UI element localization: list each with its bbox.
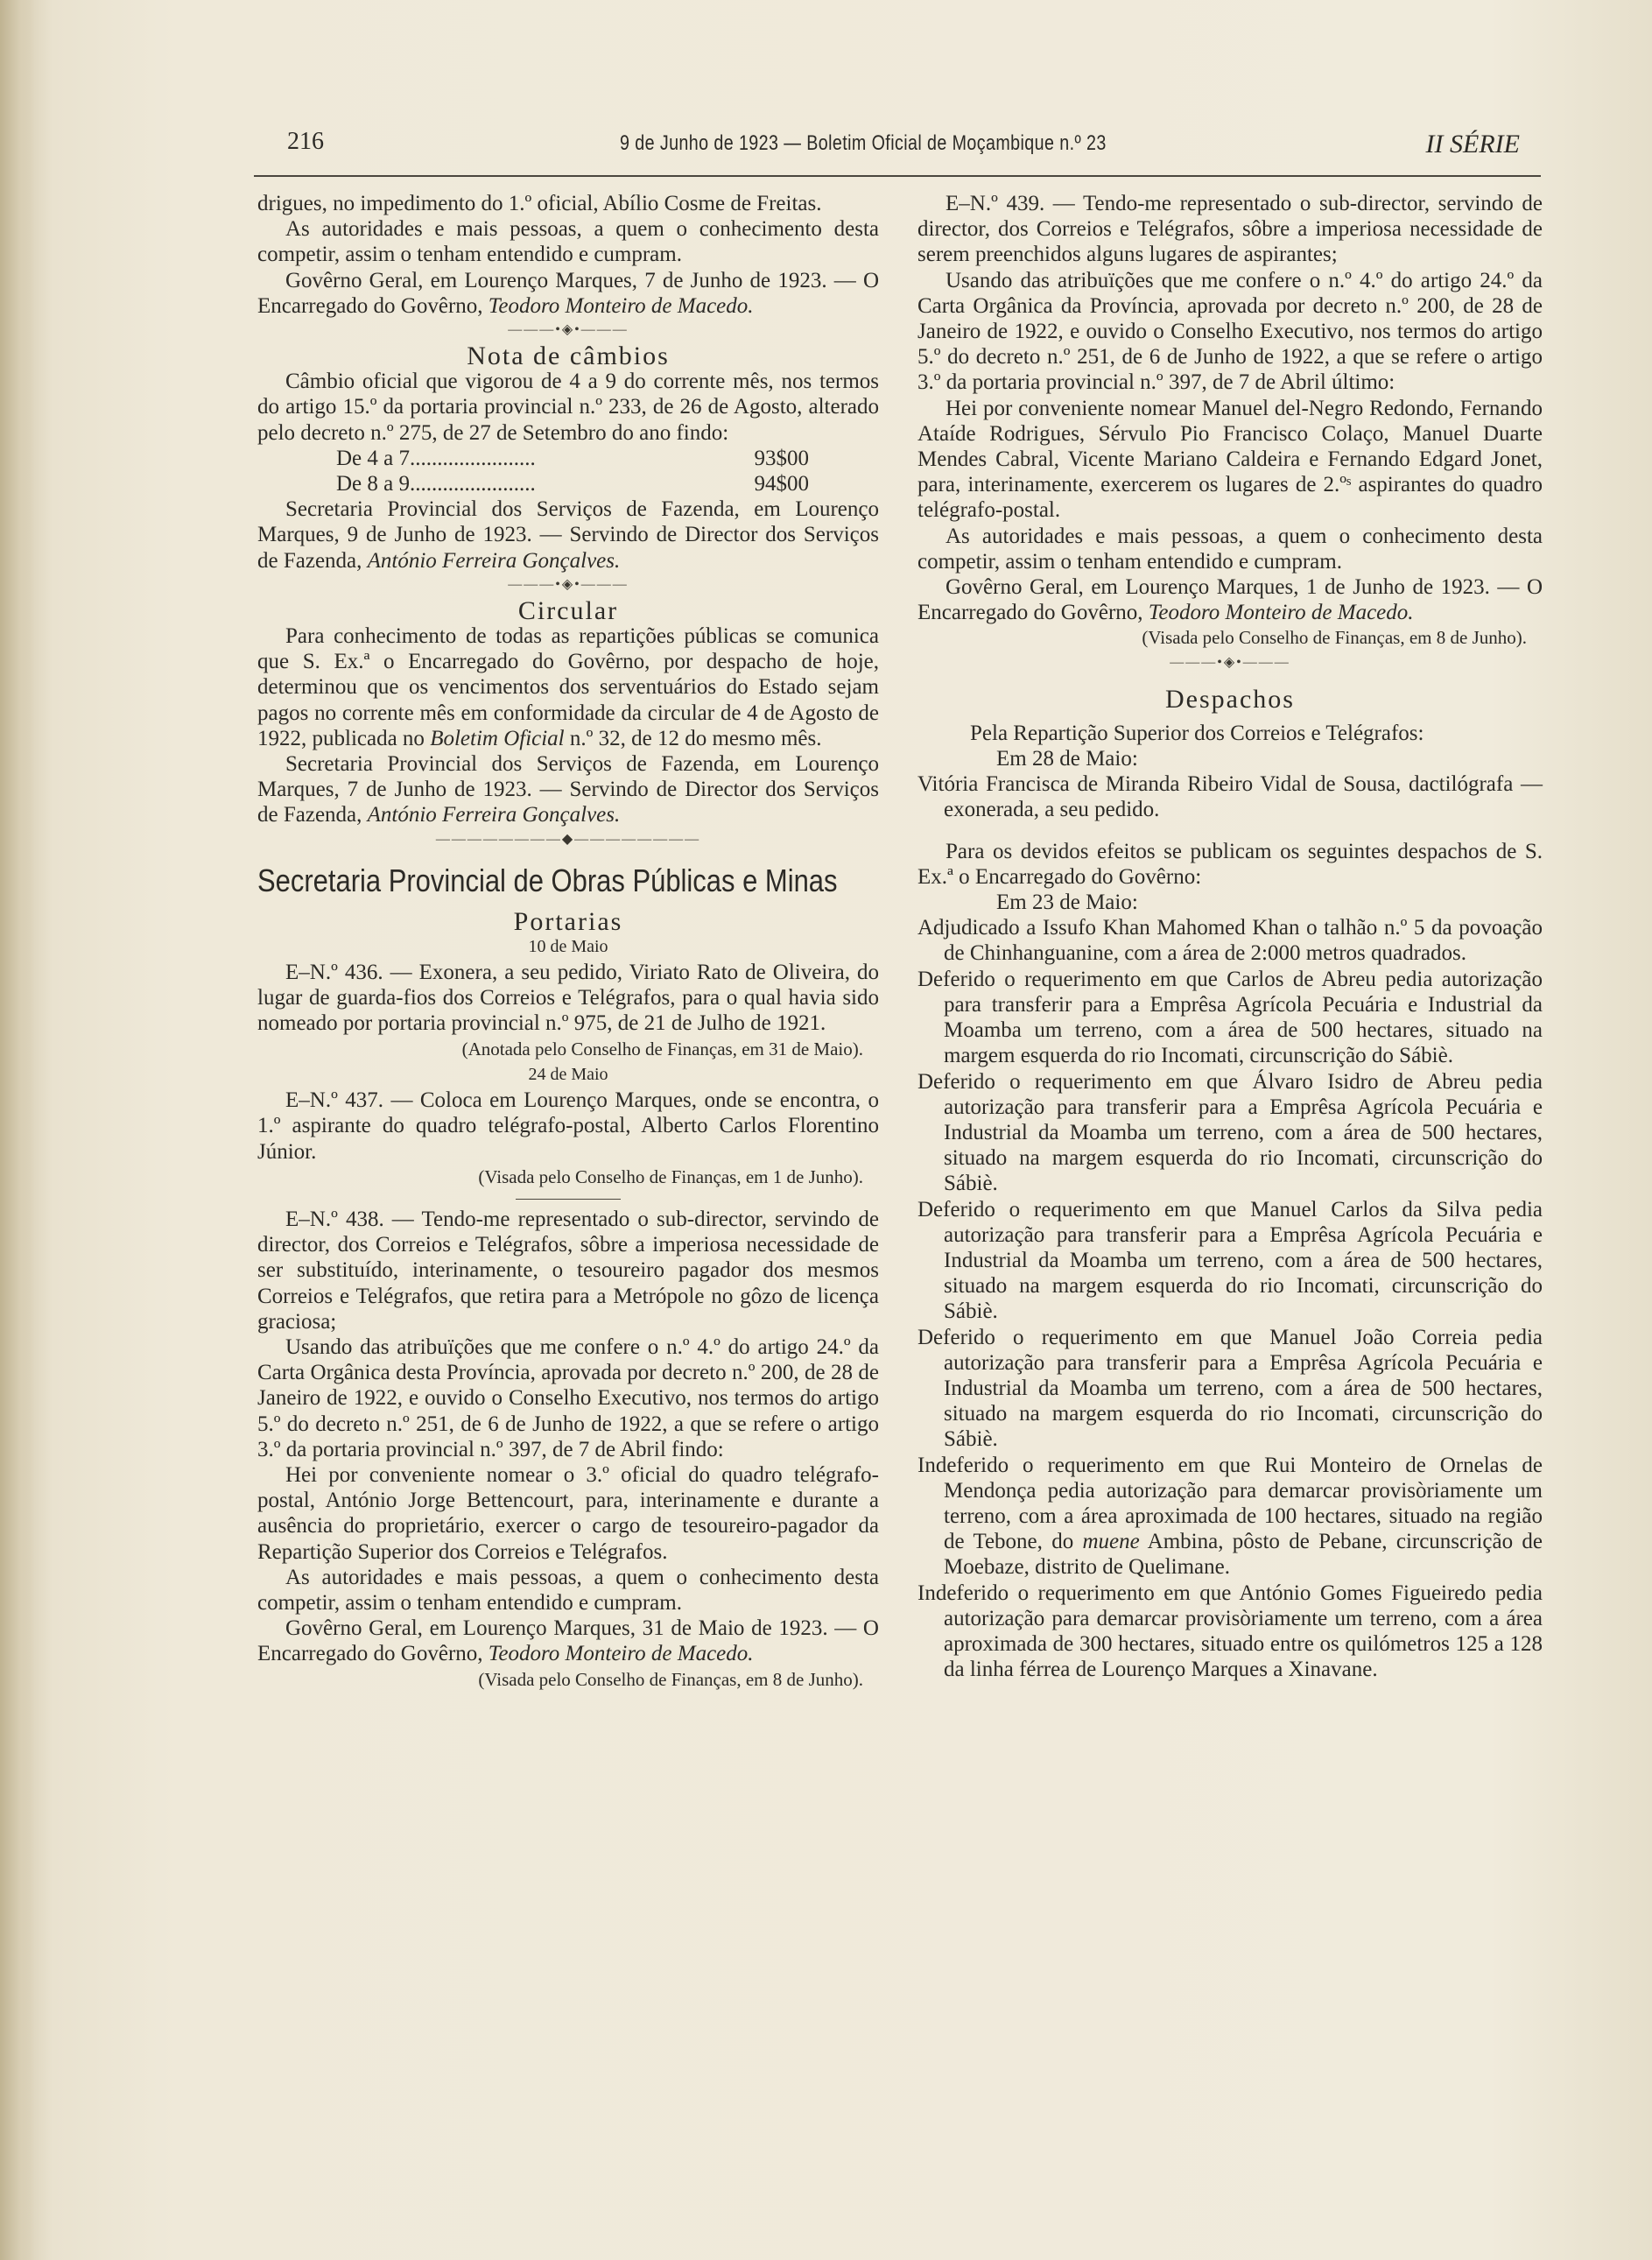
visa-note: (Visada pelo Conselho de Finanças, em 1 de Junho).	[478, 1165, 863, 1187]
list-item: Deferido o requerimento em que Álvaro Isidro de Abreu pedia autorização para transferir para a Emprêsa Agrícola Pecuária e Industrial da Moamba um terreno, com a área de 500 hectares, situado na margem esquerda do rio Incomati, circunscrição do Sábiè.	[917, 1069, 1543, 1196]
date-heading: 10 de Maio	[528, 936, 608, 956]
date-heading: Em 23 de Maio:	[996, 891, 1138, 915]
page-edge	[0, 0, 35, 2260]
signature-paragraph: Secretaria Provincial dos Serviços de Fazenda, em Lourenço Marques, 9 de Junho de 1923. — Servindo de Director dos Serviços de Fazenda, António Ferreira Gonçalves.	[257, 497, 879, 573]
list-item: Deferido o requerimento em que Manuel Carlos da Silva pedia autorização para transferir para a Emprêsa Agrícola Pecuária e Industrial da Moamba um terreno, com a área de 500 hectares, situado na margem esquerda do rio Incomati, circunscrição do Sábiè.	[917, 1197, 1543, 1324]
paragraph: As autoridades e mais pessoas, a quem o conhecimento desta competir, assim o tenham entendido e cumpram.	[257, 1565, 879, 1615]
list-item: Vitória Francisca de Miranda Ribeiro Vidal de Sousa, dactilógrafa — exonerada, a seu pedido.	[917, 772, 1543, 822]
exchange-value: 94$00	[754, 472, 809, 496]
paragraph: As autoridades e mais pessoas, a quem o conhecimento desta competir, assim o tenham entendido e cumpram.	[257, 217, 879, 267]
signature-paragraph: Secretaria Provincial dos Serviços de Fazenda, em Lourenço Marques, 7 de Junho de 1923. — Servindo de Director dos Serviços de Fazenda, António Ferreira Gonçalves.	[257, 752, 879, 827]
signature-name: Teodoro Monteiro de Macedo.	[1148, 601, 1414, 625]
paragraph: drigues, no impedimento do 1.º oficial, Abílio Cosme de Freitas.	[257, 192, 822, 215]
exchange-label: De 4 a 7.......................	[336, 446, 536, 470]
date-heading: Em 28 de Maio:	[996, 747, 1138, 771]
ornament-divider: ———•◈•———	[508, 576, 629, 592]
exchange-row	[257, 446, 879, 471]
visa-note: (Visada pelo Conselho de Finanças, em 8 de Junho).	[478, 1668, 863, 1690]
paragraph: E–N.º 436. — Exonera, a seu pedido, Viriato Rato de Oliveira, do lugar de guarda-fios dos Correios e Telégrafos, para o qual havia sido nomeado por portaria provincial n.º 975, de 21 de Julho de 1921.	[257, 961, 879, 1036]
paragraph: Hei por conveniente nomear Manuel del-Negro Redondo, Fernando Ataíde Rodrigues, Sérvulo Pio Francisco Colaço, Manuel Duarte Mendes Cabral, Vicente Mariano Caldeira e Fernando Edgard Jonet, para, interinamente, exercerem os lugares de 2.ºˢ aspirantes do quadro telégrafo-postal.	[917, 396, 1543, 523]
ornament-divider: ———•◈•———	[508, 322, 629, 338]
exchange-row	[257, 471, 879, 496]
signature-name: António Ferreira Gonçalves.	[367, 548, 621, 573]
paragraph: E–N.º 438. — Tendo-me representado o sub-director, servindo de director, dos Correios e Telégrafos, sôbre a imperiosa necessidade de ser substituído, interinamente, o tesoureiro pagador dos mesmos Correios e Telégrafos, que retira para a Metrópole no gôzo de licença graciosa;	[257, 1207, 879, 1334]
page-header	[287, 124, 1530, 165]
divider	[516, 1199, 621, 1200]
list-item: Deferido o requerimento em que Manuel João Correia pedia autorização para transferir para a Emprêsa Agrícola Pecuária e Industrial da Moamba um terreno, com a área de 500 hectares, situado na margem esquerda do rio Incomati, circunscrição do Sábiè.	[917, 1325, 1543, 1452]
page-number: 216	[287, 128, 324, 155]
big-section-title: Secretaria Provincial de Obras Públicas e Minas	[257, 862, 838, 898]
ornament-divider: ———•◈•———	[1170, 654, 1290, 670]
paragraph: Para os devidos efeitos se publicam os seguintes despachos de S. Ex.ª o Encarregado do Govêrno:	[917, 839, 1543, 889]
signature-paragraph: Govêrno Geral, em Lourenço Marques, 31 de Maio de 1923. — O Encarregado do Govêrno, Teodoro Monteiro de Macedo.	[257, 1616, 879, 1666]
paragraph: Pela Repartição Superior dos Correios e Telégrafos:	[970, 721, 1424, 745]
header-series: II SÉRIE	[1425, 130, 1520, 158]
header-rule	[254, 175, 1541, 177]
date-heading: 24 de Maio	[528, 1064, 608, 1084]
paragraph: Para conhecimento de todas as repartições públicas se comunica que S. Ex.ª o Encarregado do Govêrno, por despacho de hoje, determinou que os vencimentos dos serventuários do Estado sejam pagos no corrente mês em conformidade da circular de 4 de Agosto de 1922, publicada no Boletim Oficial n.º 32, de 12 do mesmo mês.	[257, 624, 879, 750]
list-item: Adjudicado a Issufo Khan Mahomed Khan o talhão n.º 5 da povoação de Chinhanguanine, com a área de 2:000 metros quadrados.	[917, 916, 1543, 966]
signature-paragraph: Govêrno Geral, em Lourenço Marques, 1 de Junho de 1923. — O Encarregado do Govêrno, Teodoro Monteiro de Macedo.	[917, 575, 1543, 625]
paragraph: Hei por conveniente nomear o 3.º oficial do quadro telégrafo-postal, António Jorge Bettencourt, para, interinamente e durante a ausência do proprietário, exercer o cargo de tesoureiro-pagador da Repartição Superior dos Correios e Telégrafos.	[257, 1462, 879, 1564]
signature-name: Teodoro Monteiro de Macedo.	[488, 1642, 754, 1666]
signature-paragraph: Govêrno Geral, em Lourenço Marques, 7 de Junho de 1923. — O Encarregado do Govêrno, Teodoro Monteiro de Macedo.	[257, 268, 879, 318]
ornament-divider: ————————◆————————	[435, 831, 701, 847]
visa-note: (Visada pelo Conselho de Finanças, em 8 de Junho).	[1142, 627, 1527, 649]
paragraph: Câmbio oficial que vigorou de 4 a 9 do corrente mês, nos termos do artigo 15.º da portaria provincial n.º 233, de 26 de Agosto, alterado pelo decreto n.º 275, de 27 de Setembro do ano findo:	[257, 370, 879, 445]
right-column	[917, 191, 1543, 1682]
list-item: Indeferido o requerimento em que Rui Monteiro de Ornelas de Mendonça pedia autorização para demarcar provisòriamente um terreno, com a área aproximada de 100 hectares, situado na região de Tebone, do muene Ambina, pôsto de Pebane, circunscrição de Moebaze, distrito de Quelimane.	[917, 1453, 1543, 1580]
section-title: Portarias	[513, 906, 623, 936]
section-title: Circular	[517, 595, 619, 625]
section-title: Nota de câmbios	[467, 341, 670, 371]
section-title: Despachos	[1165, 684, 1295, 714]
list-item: Indeferido o requerimento em que António Gomes Figueiredo pedia autorização para demarcar provisòriamente um terreno, com a área aproximada de 300 hectares, situado entre os quilómetros 125 a 128 da linha férrea de Lourenço Marques a Xinavane.	[917, 1581, 1543, 1682]
header-title: 9 de Junho de 1923 — Boletim Oficial de Moçambique n.º 23	[620, 131, 1107, 155]
paragraph: Usando das atribuïções que me confere o n.º 4.º do artigo 24.º da Carta Orgânica da Província, aprovada por decreto n.º 200, de 28 de Janeiro de 1922, e ouvido o Conselho Executivo, nos termos do artigo 5.º do decreto n.º 251, de 6 de Junho de 1922, a que se refere o artigo 3.º da portaria provincial n.º 397, de 7 de Abril último:	[917, 268, 1543, 395]
paragraph: As autoridades e mais pessoas, a quem o conhecimento desta competir, assim o tenham entendido e cumpram.	[917, 524, 1543, 574]
list-item: Deferido o requerimento em que Carlos de Abreu pedia autorização para transferir para a Emprêsa Agrícola Pecuária e Industrial da Moamba um terreno, com a área de 500 hectares, situado na margem esquerda do rio Incomati, circunscrição do Sábiè.	[917, 967, 1543, 1068]
paragraph: E–N.º 439. — Tendo-me representado o sub-director, servindo de director, dos Correios e Telégrafos, sôbre a imperiosa necessidade de serem preenchidos alguns lugares de aspirantes;	[917, 192, 1543, 267]
exchange-label: De 8 a 9.......................	[336, 472, 536, 496]
paragraph: Usando das atribuïções que me confere o n.º 4.º do artigo 24.º da Carta Orgânica desta Província, aprovada por decreto n.º 200, de 28 de Janeiro de 1922, e ouvido o Conselho Executivo, nos termos do artigo 5.º do decreto n.º 251, de 6 de Junho de 1922, a que se refere o artigo 3.º da portaria provincial n.º 397, de 7 de Abril findo:	[257, 1334, 879, 1461]
paragraph: E–N.º 437. — Coloca em Lourenço Marques, onde se encontra, o 1.º aspirante do quadro telégrafo-postal, Alberto Carlos Florentino Júnior.	[257, 1088, 879, 1164]
visa-note: (Anotada pelo Conselho de Finanças, em 31 de Maio).	[461, 1038, 863, 1060]
exchange-value: 93$00	[754, 446, 809, 470]
signature-name: Teodoro Monteiro de Macedo.	[488, 293, 754, 318]
left-column	[257, 191, 879, 1693]
signature-name: António Ferreira Gonçalves.	[367, 803, 621, 827]
